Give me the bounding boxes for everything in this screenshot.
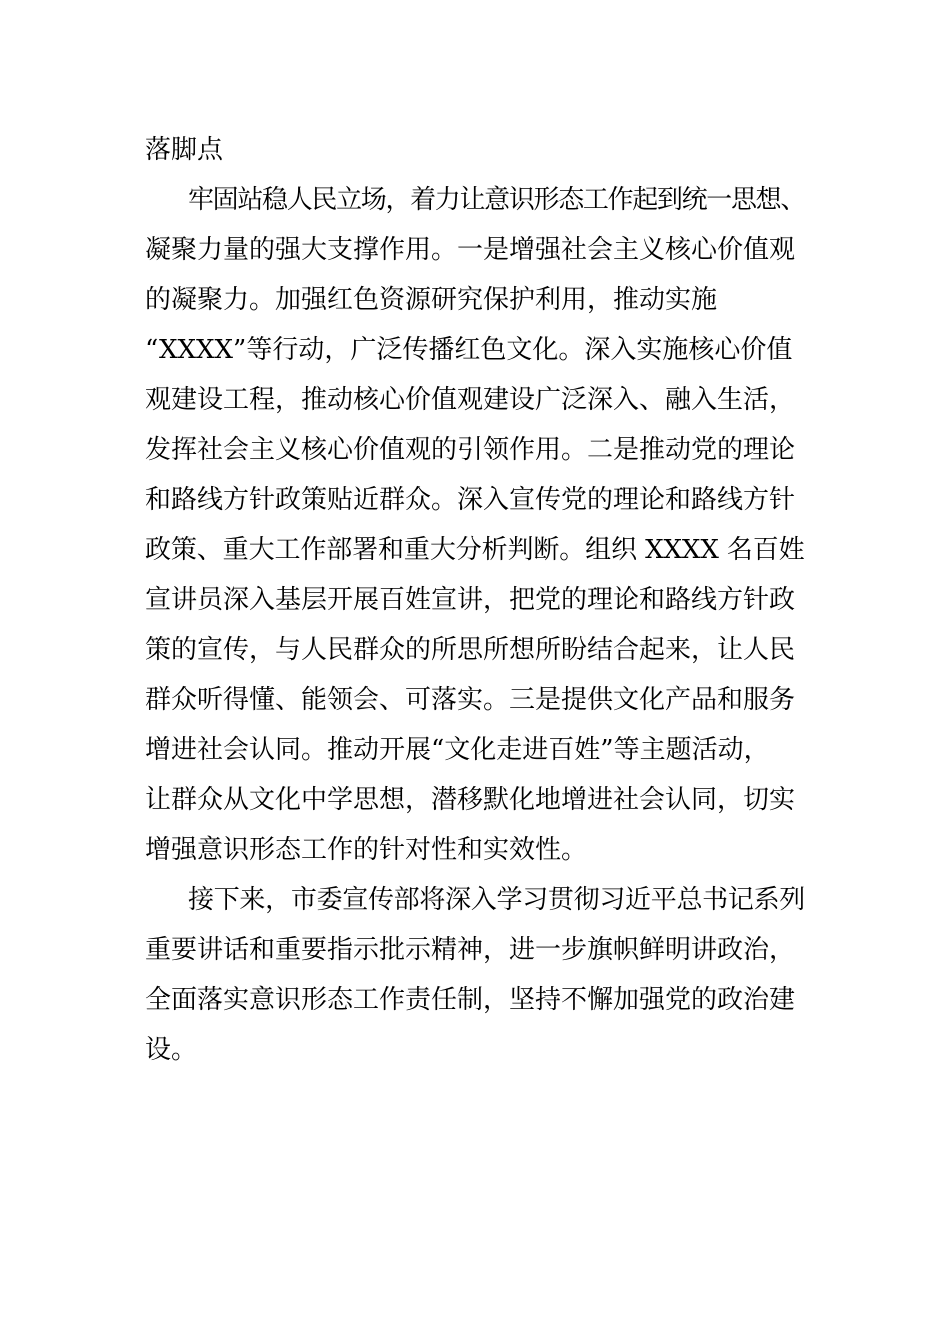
paragraph-1-line-4: “XXXX”等行动，广泛传播红色文化。深入实施核心价值	[145, 335, 793, 365]
paragraph-1-line-10: 策的宣传，与人民群众的所思所想所盼结合起来，让人民	[145, 635, 796, 665]
paragraph-1-line-6: 发挥社会主义核心价值观的引领作用。二是推动党的理论	[145, 435, 796, 465]
paragraph-1-line-1: 牢固站稳人民立场，着力让意识形态工作起到统一思想、	[188, 185, 806, 215]
paragraph-1-line-11: 群众听得懂、能领会、可落实。三是提供文化产品和服务	[145, 685, 796, 715]
paragraph-1-line-8: 政策、重大工作部署和重大分析判断。组织 XXXX 名百姓	[145, 535, 805, 565]
paragraph-1-line-2: 凝聚力量的强大支撑作用。一是增强社会主义核心价值观	[145, 235, 796, 265]
paragraph-2-line-4: 设。	[145, 1035, 198, 1065]
paragraph-2-line-1: 接下来，市委宣传部将深入学习贯彻习近平总书记系列	[188, 885, 806, 915]
paragraph-1-line-14: 增强意识形态工作的针对性和实效性。	[145, 835, 588, 865]
paragraph-1-line-13: 让群众从文化中学思想，潜移默化地增进社会认同，切实	[145, 785, 796, 815]
paragraph-1-line-12: 增进社会认同。推动开展“文化走进百姓”等主题活动，	[145, 735, 770, 765]
text-line-1: 落脚点	[145, 135, 224, 165]
paragraph-1-line-7: 和路线方针政策贴近群众。深入宣传党的理论和路线方针	[145, 485, 796, 515]
paragraph-1-line-3: 的凝聚力。加强红色资源研究保护利用，推动实施	[145, 285, 718, 315]
paragraph-1-line-5: 观建设工程，推动核心价值观建设广泛深入、融入生活，	[145, 385, 796, 415]
paragraph-1-line-9: 宣讲员深入基层开展百姓宣讲，把党的理论和路线方针政	[145, 585, 796, 615]
paragraph-2-line-3: 全面落实意识形态工作责任制，坚持不懈加强党的政治建	[145, 985, 796, 1015]
paragraph-2-line-2: 重要讲话和重要指示批示精神，进一步旗帜鲜明讲政治，	[145, 935, 796, 965]
